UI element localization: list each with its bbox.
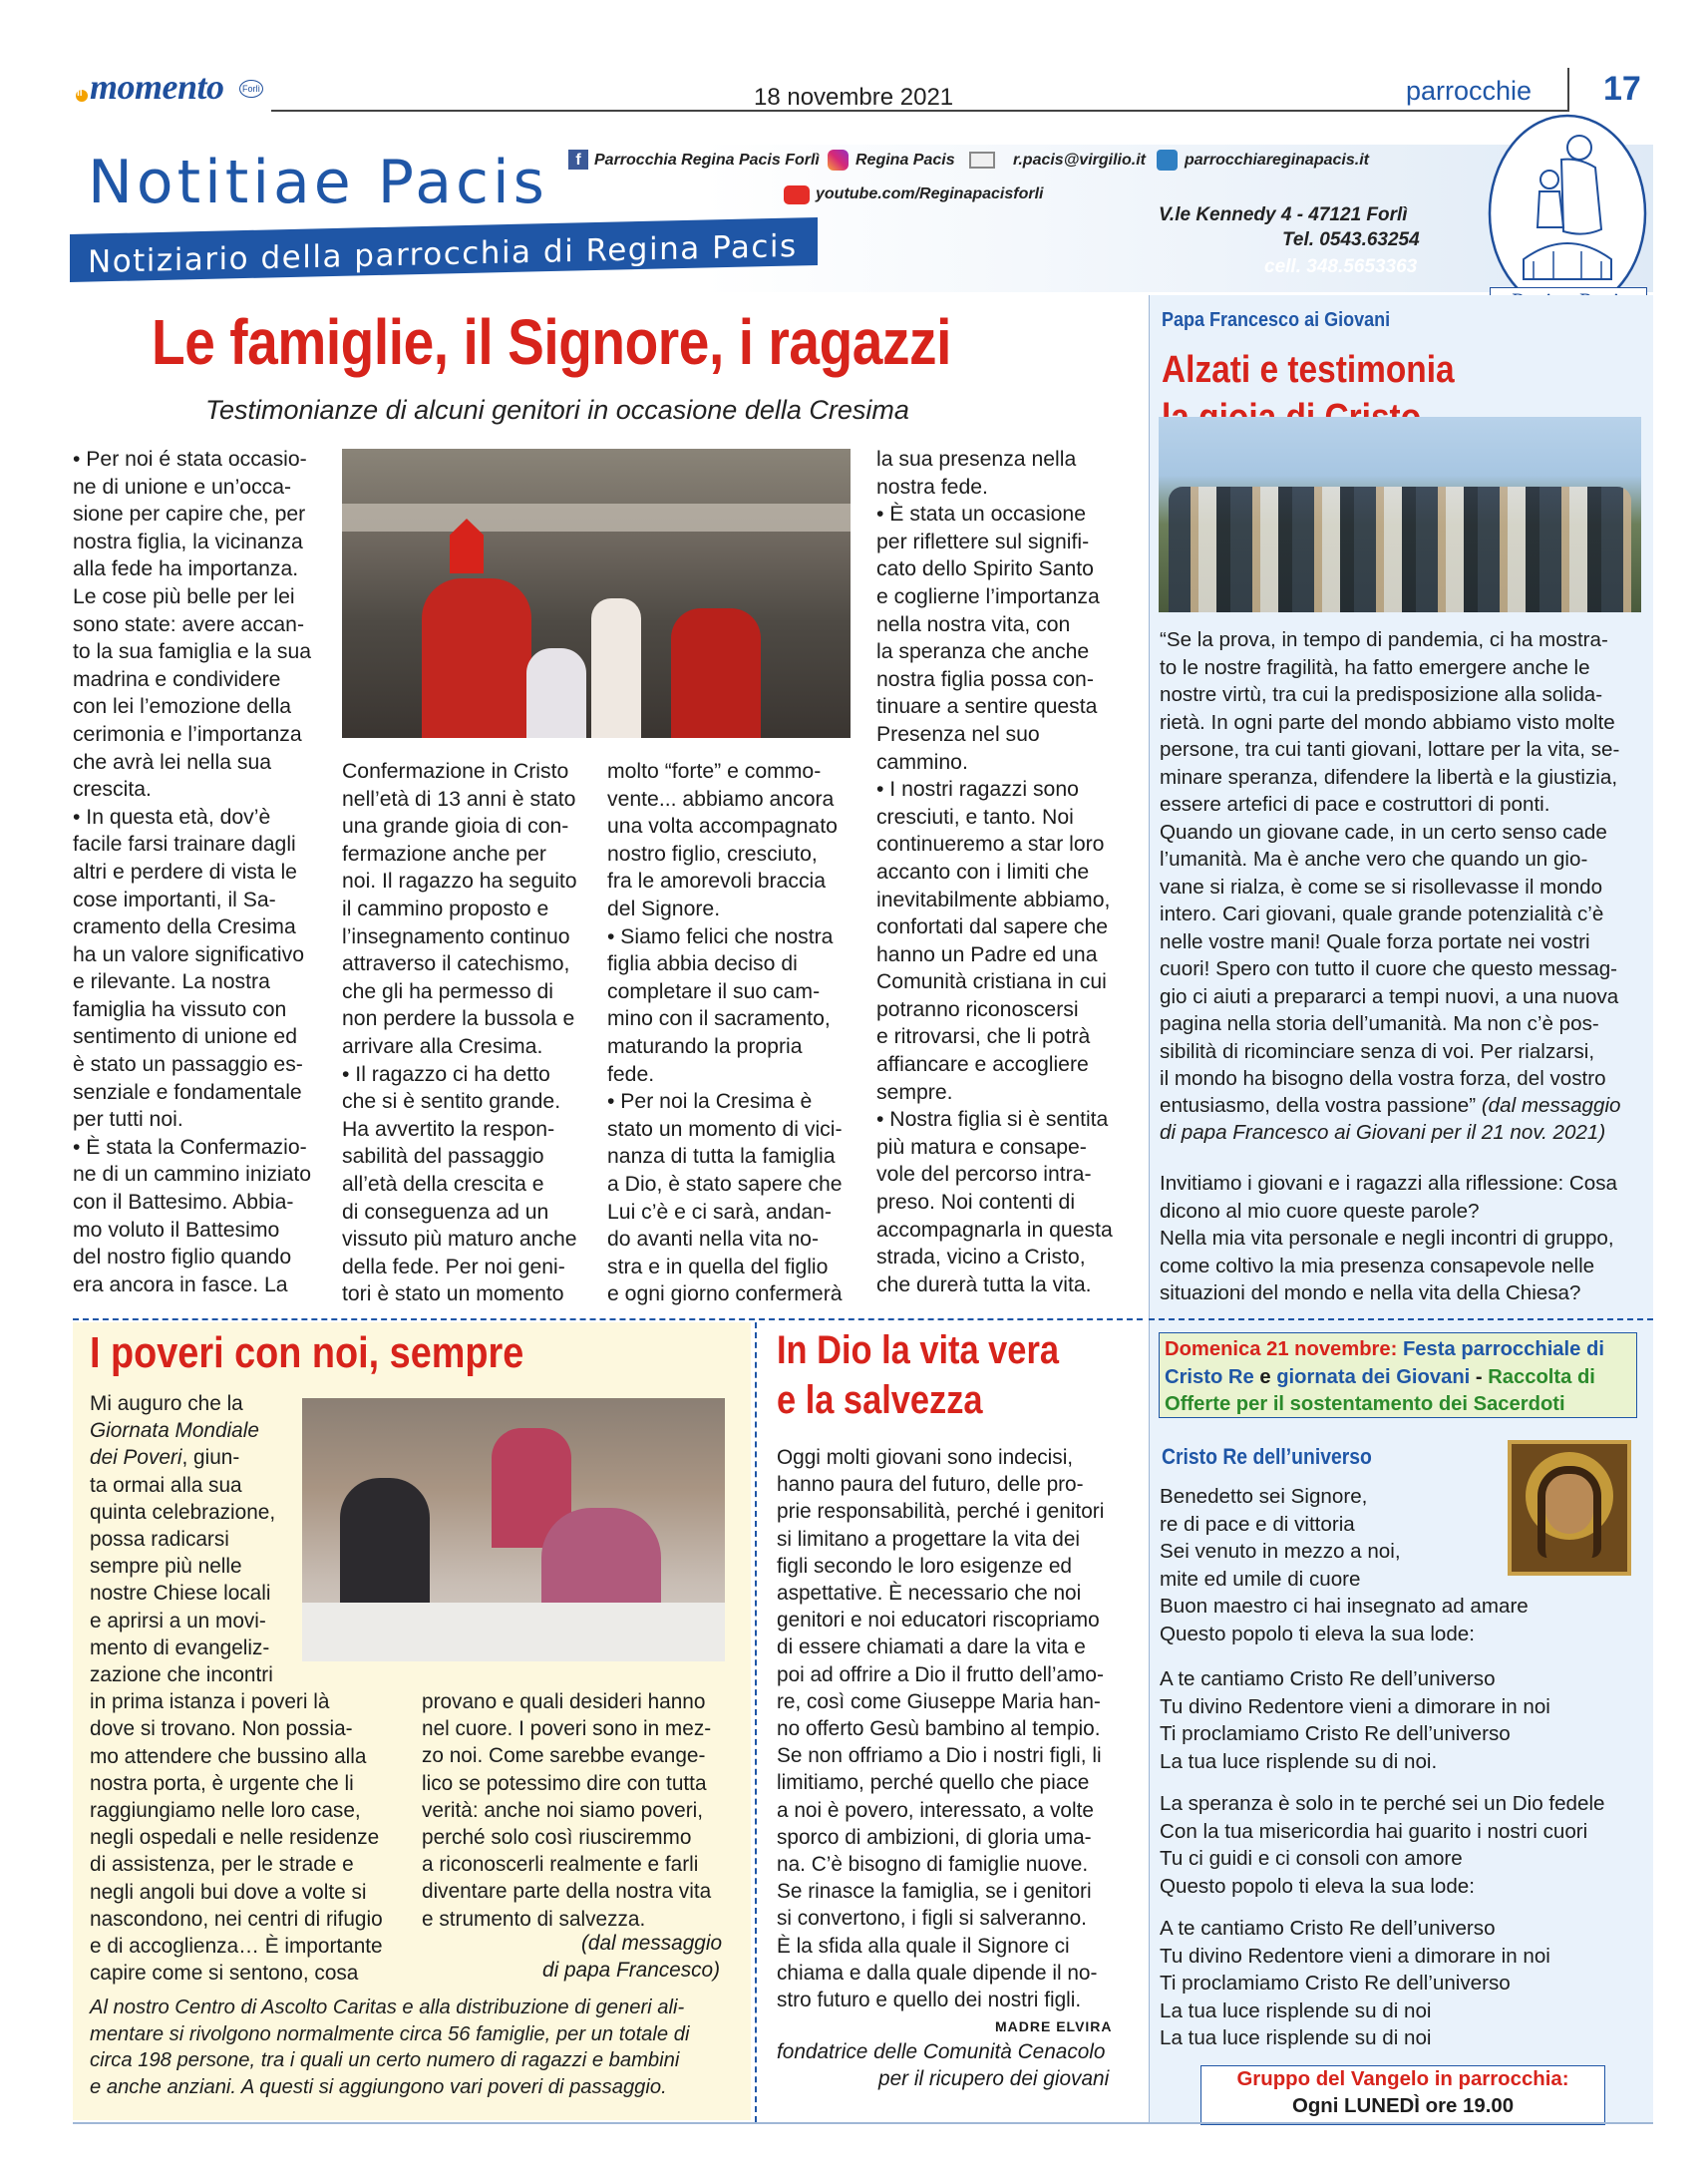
article-line: cramento della Cresima: [73, 915, 296, 939]
main-article-title: Le famiglie, il Signore, i ragazzi: [152, 306, 952, 378]
poveri-line: negli ospedali e nelle residenze: [90, 1826, 380, 1850]
article-line: figlia abbia deciso di: [607, 952, 798, 976]
article-line: e coglierne l’importanza: [876, 584, 1100, 608]
article-line: una grande gioia di con-: [342, 815, 569, 839]
dio-line: hanno paura del futuro, delle pro-: [777, 1473, 1084, 1497]
bottom-col-dashed-rule: [755, 1322, 757, 2122]
quote-line: essere artefici di pace e costruttori di ponti.: [1160, 793, 1550, 816]
cristo-stanza-2: [1160, 1665, 1638, 1775]
article-line: completare il suo cam-: [607, 979, 821, 1003]
article-line: Ha avvertito la respon-: [342, 1117, 555, 1141]
quote-line: cuori! Spero con tutto il cuore che questo messag-: [1160, 957, 1618, 980]
dio-author-role-2: per il ricupero dei giovani: [878, 2067, 1110, 2090]
article-line: del nostro figlio quando: [73, 1246, 292, 1270]
dio-line: figli secondo le loro esigenze ed: [777, 1554, 1072, 1578]
article-line: nella nostra vita, con: [876, 612, 1071, 636]
quote-line: nelle vostre mani! Quale forza portate nei vostri: [1160, 929, 1590, 953]
article-line: • In questa età, dov’è: [73, 805, 271, 829]
dio-line: no offerto Gesù bambino al tempio.: [777, 1717, 1101, 1741]
article-line: nostra figlia possa con-: [876, 667, 1094, 691]
quote-line: l’umanità. Ma è anche vero che quando un gio-: [1160, 848, 1588, 871]
dio-line: È la sfida alla quale il Signore ci: [777, 1934, 1070, 1958]
article-line: con lei l’emozione della: [73, 695, 292, 719]
article-line: del Signore.: [607, 897, 721, 920]
article-line: • È stata un occasione: [876, 503, 1087, 527]
confirmation-photo: [342, 449, 851, 738]
poveri-note: [90, 1995, 748, 2100]
poveri-line: nostra porta, è urgente che li: [90, 1771, 354, 1795]
cristo-stanza-3: [1160, 1790, 1638, 1900]
dio-line: aspettative. È necessario che noi: [777, 1582, 1082, 1606]
article-line: molto “forte” e commo-: [607, 760, 822, 783]
poveri-line: zo noi. Come sarebbe evange-: [422, 1744, 706, 1768]
quote-line: gio ci aiuti a prepararci a tempi nuovi, a una nuova: [1160, 984, 1619, 1008]
article-line: per tutti noi.: [73, 1108, 183, 1132]
article-line: noi. Il ragazzo ha seguito: [342, 870, 577, 894]
dio-line: genitori e noi educatori riscopriamo: [777, 1609, 1100, 1633]
domenica-part7: Raccolta di: [1488, 1365, 1595, 1388]
article-line: stato un momento di vici-: [607, 1117, 843, 1141]
page-number: 17: [1603, 70, 1641, 108]
article-line: potranno riconoscersi: [876, 997, 1079, 1021]
dio-line: a noi è povero, interessato, a volte: [777, 1798, 1094, 1822]
hymn-line: A te cantiamo Cristo Re dell’universo: [1160, 1667, 1496, 1690]
hymn-line: Ti proclamiamo Cristo Re dell’universo: [1160, 1722, 1511, 1746]
quote-line: il mondo ha bisogno della vostra forza, del vostro: [1160, 1067, 1606, 1090]
article-line: con il Battesimo. Abbia-: [73, 1191, 294, 1215]
header-date: 18 novembre 2021: [754, 84, 954, 111]
dio-line: na. C’è bisogno di famiglie nuove.: [777, 1853, 1089, 1877]
hymn-line: Benedetto sei Signore,: [1160, 1485, 1368, 1508]
poveri-line: e aprirsi a un movi-: [90, 1609, 266, 1633]
article-line: crescita.: [73, 778, 152, 802]
poveri-line: di assistenza, per le strade e: [90, 1853, 354, 1877]
poveri-line: in prima istanza i poveri là: [90, 1690, 330, 1714]
poveri-line: perché solo così riusciremmo: [422, 1826, 692, 1850]
quote-line: vane si rialza, è come se si risollevasse il mondo: [1160, 875, 1603, 899]
poveri-col-1: [90, 1390, 409, 1987]
poveri-line: dei Poveri, giun-: [90, 1446, 240, 1470]
pope-title-line1: Alzati e testimonia: [1162, 349, 1455, 391]
article-line: e ogni giorno confermerà: [607, 1282, 843, 1306]
article-line: • Siamo felici che nostra: [607, 924, 834, 948]
masthead-phone: Tel. 0543.63254: [1282, 229, 1420, 250]
poveri-line: ta ormai alla sua: [90, 1473, 242, 1497]
dio-line: limitiamo, perché quello che piace: [777, 1771, 1090, 1795]
domenica-text: [1165, 1336, 1633, 1419]
photo-people-row: [1169, 487, 1631, 612]
dio-line: poi ad offrire a Dio il frutto dell’amo-: [777, 1662, 1104, 1686]
dio-line: Oggi molti giovani sono indecisi,: [777, 1446, 1074, 1469]
domenica-part5: giornata dei Giovani: [1276, 1365, 1471, 1388]
dio-line: Se rinasce la famiglia, se i genitori: [777, 1880, 1092, 1904]
article-line: confortati dal sapere che: [876, 915, 1109, 939]
contact-email[interactable]: r.pacis@virgilio.it: [1013, 152, 1146, 169]
hymn-line: La tua luce risplende su di noi: [1160, 2026, 1432, 2050]
dio-body: [777, 1444, 1146, 2013]
article-line: nostra figlia, la vicinanza: [73, 530, 303, 553]
dio-line: di essere chiamati a dare la vita e: [777, 1635, 1086, 1659]
poveri-line: nel cuore. I poveri sono in mez-: [422, 1717, 712, 1741]
quote-line: rietà. In ogni parte del mondo abbiamo visto molte: [1160, 710, 1615, 734]
article-line: tinuare a sentire questa: [876, 695, 1098, 719]
note-line: mentare si rivolgono normalmente circa 56 famiglie, per un totale di: [90, 2022, 690, 2045]
article-line: tori è stato un momento: [342, 1282, 564, 1306]
article-line: • È stata la Confermazio-: [73, 1135, 307, 1159]
article-line: la sua presenza nella: [876, 448, 1077, 471]
article-line: cresciuti, e tanto. Noi: [876, 805, 1074, 829]
article-line: altri e perdere di vista le: [73, 860, 297, 884]
poveri-line: Mi auguro che la: [90, 1392, 243, 1415]
invite-line: situazioni del mondo e nella vita della Chiesa?: [1160, 1281, 1581, 1304]
logo-prefix: il: [77, 88, 83, 99]
article-line: cose importanti, il Sa-: [73, 888, 276, 911]
quote-line: minare speranza, difendere la libertà e la giustizia,: [1160, 765, 1618, 789]
invite-line: dicono al mio cuore queste parole?: [1160, 1199, 1480, 1223]
article-line: • Nostra figlia si è sentita: [876, 1108, 1109, 1132]
poveri-line: lico se potessimo dire con tutta: [422, 1771, 707, 1795]
quote-line: Quando un giovane cade, in un certo senso cade: [1160, 820, 1607, 844]
article-line: cammino.: [876, 750, 968, 774]
article-line: Presenza nel suo: [876, 722, 1040, 746]
article-line: sono state: avere accan-: [73, 612, 305, 636]
article-line: l’insegnamento continuo: [342, 924, 570, 948]
sidebar-divider-left: [1149, 295, 1150, 2122]
quote-line: to le nostre fragilità, ha fatto emergere anche le: [1160, 655, 1590, 679]
article-line: facile farsi trainare dagli: [73, 833, 296, 857]
poveri-line: e di accoglienza… È importante: [90, 1935, 383, 1959]
masthead-address: V.le Kennedy 4 - 47121 Forlì: [1159, 204, 1408, 225]
domenica-part8: Offerte per il sostentamento dei Sacerdoti: [1165, 1393, 1565, 1416]
article-line: • Per noi la Cresima è: [607, 1090, 813, 1114]
article-line: vente... abbiamo ancora: [607, 787, 835, 811]
article-line: era ancora in fasce. La: [73, 1272, 288, 1296]
instagram-icon: [828, 150, 849, 171]
article-line: strada, vicino a Cristo,: [876, 1246, 1086, 1270]
cristo-stanza-4: [1160, 1915, 1638, 2052]
article-line: mo voluto il Battesimo: [73, 1218, 280, 1242]
hymn-line: Questo popolo ti eleva la sua lode:: [1160, 1874, 1475, 1898]
sidebar-dashed-rule: [1149, 1318, 1653, 1320]
article-line: accanto con i limiti che: [876, 860, 1090, 884]
pope-source-b: di papa Francesco ai Giovani per il 21 nov. 2021): [1160, 1121, 1606, 1144]
article-line: è stato un passaggio es-: [73, 1053, 303, 1077]
invite-line: come coltivo la mia presenza consapevole nelle: [1160, 1254, 1595, 1277]
photo-priest-robe: [671, 608, 761, 738]
hymn-line: Con la tua misericordia hai guarito i nostri cuori: [1160, 1819, 1588, 1843]
hymn-line: La tua luce risplende su di noi: [1160, 1998, 1432, 2022]
note-line: circa 198 persone, tra i quali un certo numero di ragazzi e bambini: [90, 2049, 680, 2072]
contact-youtube[interactable]: youtube.com/Reginapacisforli: [816, 185, 1044, 202]
poveri-source-2: di papa Francesco): [542, 1959, 721, 1982]
dio-line: re, così come Giuseppe Maria han-: [777, 1689, 1101, 1713]
photo-boy: [526, 648, 586, 738]
article-line: mino con il sacramento,: [607, 1007, 831, 1031]
cristo-stanza-1: [1160, 1483, 1638, 1648]
masthead-title: Notitiae Pacis: [88, 148, 548, 217]
poveri-line: verità: anche noi siamo poveri,: [422, 1798, 704, 1822]
poveri-line: possa radicarsi: [90, 1528, 229, 1552]
logo-badge: Forlì: [239, 80, 263, 98]
article-line: inevitabilmente abbiamo,: [876, 888, 1111, 911]
dio-line: si limitano a progettare la vita dei: [777, 1527, 1081, 1551]
dio-title-line1: In Dio la vita vera: [777, 1328, 1059, 1372]
article-line: ne di unione e un’occa-: [73, 475, 292, 499]
article-line: • I nostri ragazzi sono: [876, 778, 1079, 802]
dio-line: si convertono, i figli si salveranno.: [777, 1907, 1087, 1931]
dio-author: MADRE ELVIRA: [995, 2018, 1113, 2034]
domenica-part6: -: [1470, 1365, 1489, 1388]
main-col-2: [342, 758, 591, 1308]
article-line: non perdere la bussola e: [342, 1007, 575, 1031]
hymn-line: Questo popolo ti eleva la sua lode:: [1160, 1622, 1475, 1645]
hymn-line: Sei venuto in mezzo a noi,: [1160, 1540, 1401, 1564]
masthead-subtitle: Notiziario della parrocchia di Regina Pacis: [88, 227, 798, 281]
article-line: fermazione anche per: [342, 842, 546, 866]
poveri-line: provano e quali desideri hanno: [422, 1690, 706, 1713]
article-line: di conseguenza ad un: [342, 1200, 549, 1224]
hymn-line: Tu ci guidi e ci consoli con amore: [1160, 1847, 1463, 1871]
article-line: do avanti nella vita no-: [607, 1228, 820, 1252]
article-line: • Il ragazzo ci ha detto: [342, 1062, 550, 1086]
article-line: Lui c’è e ci sarà, andan-: [607, 1200, 832, 1224]
article-line: il cammino proposto e: [342, 897, 549, 920]
hymn-line: Tu divino Redentore vieni a dimorare in noi: [1160, 1944, 1550, 1968]
section-dashed-rule: [73, 1318, 1143, 1320]
article-line: sione per capire che, per: [73, 503, 306, 527]
pope-quote: [1160, 626, 1648, 1093]
article-line: sempre.: [876, 1080, 953, 1104]
poveri-line: mo attendere che bussino alla: [90, 1744, 367, 1768]
contact-instagram[interactable]: Regina Pacis: [855, 152, 955, 169]
quote-line: “Se la prova, in tempo di pandemia, ci ha mostra-: [1160, 628, 1608, 651]
poveri-line: sempre più nelle: [90, 1555, 242, 1579]
dio-line: prie responsabilità, perché i genitori: [777, 1500, 1105, 1524]
dio-line: stro futuro e quello dei nostri figli.: [777, 1989, 1082, 2012]
poveri-line: nascondono, nei centri di rifugio: [90, 1907, 383, 1931]
poveri-line: quinta celebrazione,: [90, 1500, 276, 1524]
article-line: continueremo a star loro: [876, 833, 1105, 857]
pope-invite: [1160, 1170, 1648, 1307]
article-line: sabilità del passaggio: [342, 1145, 544, 1169]
quote-line: intero. Cari giovani, quale grande potenzialità c’è: [1160, 903, 1604, 925]
article-line: Le cose più belle per lei: [73, 584, 295, 608]
poveri-line: Giornata Mondiale: [90, 1419, 259, 1443]
article-line: vole del percorso intra-: [876, 1163, 1092, 1187]
article-line: che si è sentito grande.: [342, 1090, 561, 1114]
domenica-part2: Festa parrocchiale di: [1397, 1338, 1604, 1360]
vangelo-line1: Gruppo del Vangelo in parrocchia:: [1236, 2068, 1569, 2090]
cristo-re-title: Cristo Re dell’universo: [1162, 1444, 1372, 1469]
hymn-line: mite ed umile di cuore: [1160, 1567, 1361, 1591]
article-line: a Dio, è stato sapere che: [607, 1172, 843, 1196]
contact-facebook[interactable]: Parrocchia Regina Pacis Forlì: [594, 152, 820, 169]
domenica-part3: Cristo Re: [1165, 1365, 1254, 1388]
article-line: senziale e fondamentale: [73, 1080, 302, 1104]
article-line: nostro figlio, cresciuto,: [607, 842, 818, 866]
domenica-part4: e: [1253, 1365, 1277, 1388]
note-line: e anche anziani. A questi si aggiungono vari poveri di passaggio.: [90, 2075, 667, 2098]
photo-bishop-robe: [422, 578, 531, 738]
article-line: della fede. Per noi geni-: [342, 1255, 565, 1278]
pope-quote-end: [1160, 1092, 1648, 1120]
facebook-icon: f: [568, 150, 588, 170]
article-line: che avrà lei nella sua: [73, 750, 272, 774]
dio-line: chiama e dalla quale dipende il no-: [777, 1961, 1098, 1985]
hymn-line: La tua luce risplende su di noi.: [1160, 1749, 1438, 1773]
article-line: e ritrovarsi, che li potrà: [876, 1025, 1091, 1049]
masthead-cell: cell. 348.5653363: [1264, 256, 1418, 277]
poveri-line: dove si trovano. Non possia-: [90, 1717, 353, 1741]
poveri-line: nostre Chiese locali: [90, 1582, 271, 1606]
hymn-line: A te cantiamo Cristo Re dell’universo: [1160, 1917, 1496, 1940]
dio-line: Se non offriamo a Dio i nostri figli, li: [777, 1744, 1102, 1768]
article-line: all’età della crescita e: [342, 1172, 544, 1196]
article-line: maturando la propria: [607, 1034, 803, 1058]
article-line: più matura e consape-: [876, 1135, 1087, 1159]
dio-line: sporco di ambizioni, di gloria uma-: [777, 1825, 1092, 1849]
email-icon: [969, 152, 995, 169]
header-divider: [1567, 68, 1569, 112]
article-line: vissuto più maturo anche: [342, 1228, 577, 1252]
note-line: Al nostro Centro di Ascolto Caritas e alla distribuzione di generi ali-: [90, 1997, 685, 2018]
invite-line: Nella mia vita personale e negli incontri di gruppo,: [1160, 1227, 1614, 1250]
pope-source-a: (dal messaggio: [1476, 1094, 1621, 1117]
article-line: una volta accompagnato: [607, 815, 838, 839]
quote-line: sibilità di ricominciare senza di voi. Per rialzarsi,: [1160, 1039, 1595, 1063]
main-col-1: [73, 446, 342, 1298]
article-line: la speranza che anche: [876, 640, 1090, 664]
hymn-line: La speranza è solo in te perché sei un Dio fedele: [1160, 1792, 1605, 1815]
photo-girl: [591, 598, 641, 738]
article-line: che durerà tutta la vita.: [876, 1272, 1092, 1296]
article-line: che gli ha permesso di: [342, 979, 553, 1003]
header-section: parrocchie: [1406, 76, 1533, 106]
poveri-line: diventare parte della nostra vita: [422, 1880, 712, 1904]
contact-website[interactable]: parrocchiareginapacis.it: [1185, 152, 1369, 169]
article-line: nostra fede.: [876, 475, 988, 499]
vangelo-line2: Ogni LUNEDÌ ore 19.00: [1291, 2095, 1515, 2117]
quote-line: pagina nella storia dell’umanità. Ma non c’è pos-: [1160, 1012, 1599, 1035]
article-line: preso. Noi contenti di: [876, 1191, 1076, 1215]
article-line: nell’età di 13 anni è stato: [342, 787, 576, 811]
pope-quote-last: entusiasmo, della vostra passione”: [1160, 1094, 1477, 1117]
youtube-icon: [784, 185, 810, 204]
top-header: [0, 0, 1708, 110]
pope-kicker: Papa Francesco ai Giovani: [1162, 309, 1391, 331]
dio-author-role-1: fondatrice delle Comunità Cenacolo: [777, 2040, 1106, 2063]
poveri-line: a riconoscerli realmente e farli: [422, 1853, 699, 1877]
article-line: madrina e condividere: [73, 667, 281, 691]
photo-balcony: [342, 504, 851, 532]
main-article-subtitle: Testimonianze di alcuni genitori in occasione della Cresima: [205, 395, 909, 425]
poveri-line: negli angoli bui dove a volte si: [90, 1880, 367, 1904]
article-line: alla fede ha importanza.: [73, 557, 299, 581]
bottom-frame-rule: [73, 2122, 1653, 2124]
article-line: ne di un cammino iniziato: [73, 1163, 312, 1187]
article-line: arrivare alla Cresima.: [342, 1034, 543, 1058]
article-line: nanza di tutta la famiglia: [607, 1145, 836, 1169]
domenica-part1: Domenica 21 novembre:: [1165, 1338, 1398, 1360]
poveri-line: raggiungiamo nelle loro case,: [90, 1799, 361, 1823]
hymn-line: Ti proclamiamo Cristo Re dell’universo: [1160, 1972, 1511, 1996]
article-line: Comunità cristiana in cui: [876, 970, 1107, 994]
article-line: to la sua famiglia e la sua: [73, 640, 312, 664]
article-line: e rilevante. La nostra: [73, 970, 270, 994]
article-line: per riflettere sul signifi-: [876, 530, 1090, 553]
article-line: famiglia ha vissuto con: [73, 997, 287, 1021]
article-line: attraverso il catechismo,: [342, 952, 570, 976]
article-line: • Per noi é stata occasio-: [73, 448, 307, 471]
article-line: Confermazione in Cristo: [342, 760, 569, 783]
article-line: affiancare e accogliere: [876, 1053, 1089, 1077]
article-line: fede.: [607, 1062, 655, 1086]
logo-text: momento: [90, 67, 224, 107]
website-icon: [1157, 150, 1178, 171]
quote-line: persone, tra cui tanti giovani, lottare per la vita, se-: [1160, 738, 1620, 761]
article-line: hanno un Padre ed una: [876, 942, 1098, 966]
main-col-3: [607, 758, 856, 1308]
hymn-line: re di pace e di vittoria: [1160, 1512, 1355, 1536]
poveri-line: e strumento di salvezza.: [422, 1907, 646, 1931]
poveri-line: mento di evangeliz-: [90, 1635, 270, 1659]
article-line: sentimento di unione ed: [73, 1025, 297, 1049]
poveri-source-1: (dal messaggio: [581, 1932, 723, 1955]
article-line: cato dello Spirito Santo: [876, 557, 1094, 581]
invite-line: Invitiamo i giovani e i ragazzi alla riflessione: Cosa: [1160, 1172, 1617, 1195]
article-line: cerimonia e l’importanza: [73, 722, 302, 746]
article-line: ha un valore significativo: [73, 942, 305, 966]
quote-line: nostre virtù, tra cui la predisposizione alla solida-: [1160, 683, 1603, 706]
poveri-line: zazione che incontri: [90, 1663, 273, 1687]
poveri-title: I poveri con noi, sempre: [90, 1328, 524, 1377]
article-line: fra le amorevoli braccia: [607, 870, 827, 894]
hymn-line: Tu divino Redentore vieni a dimorare in noi: [1160, 1694, 1550, 1718]
poveri-col-2: [422, 1688, 741, 1933]
hymn-line: Buon maestro ci hai insegnato ad amare: [1160, 1595, 1529, 1619]
article-line: accompagnarla in questa: [876, 1218, 1113, 1242]
poveri-line: capire come si sentono, cosa: [90, 1962, 359, 1986]
dio-title-line2: e la salvezza: [777, 1378, 983, 1422]
youth-group-photo: [1159, 417, 1641, 612]
main-col-4: [876, 446, 1146, 1298]
article-line: stra e in quella del figlio: [607, 1255, 829, 1278]
